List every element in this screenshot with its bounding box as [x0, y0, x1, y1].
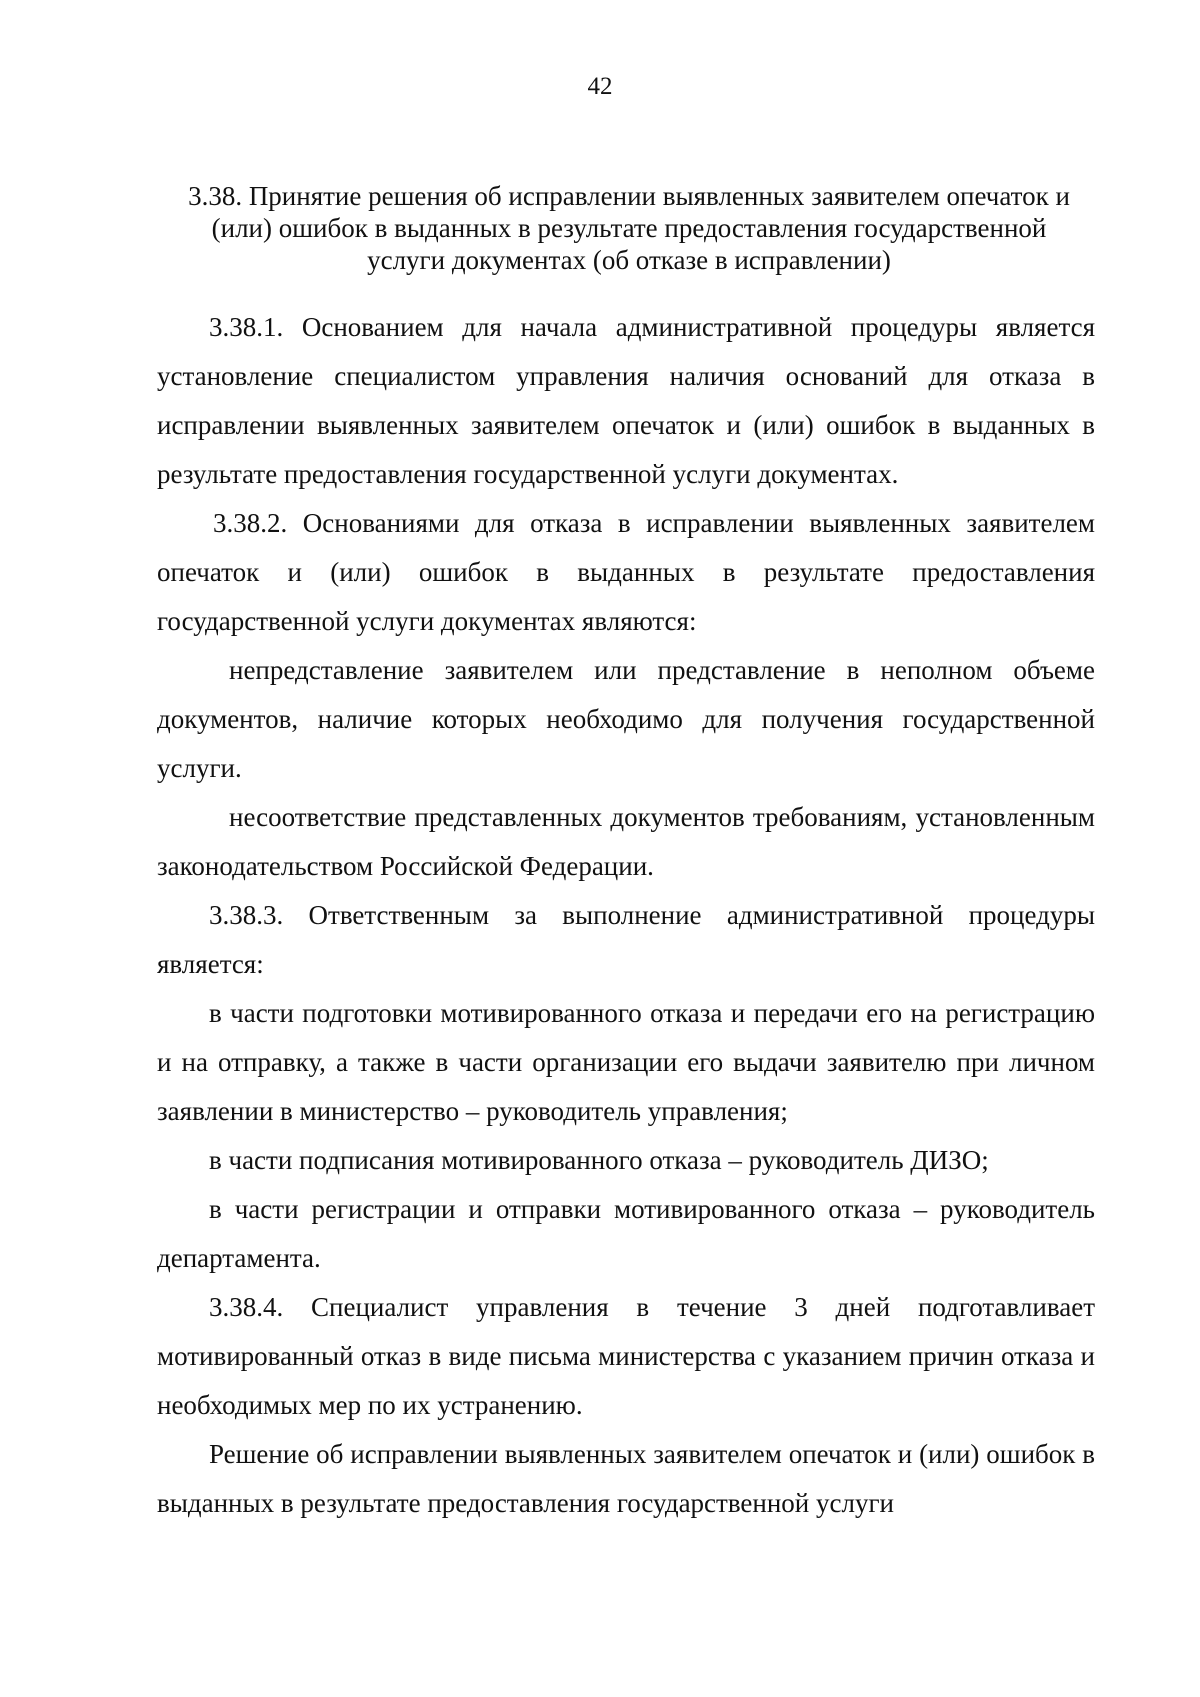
paragraph-3-38-2: 3.38.2. Основаниями для отказа в исправлении выявленных заявителем опечаток и (или) ошибок в выданных в результате предоставления государственной услуги документах являются:	[157, 508, 1095, 636]
section-title-line: 3.38. Принятие решения об исправлении выявленных заявителем опечаток и	[188, 181, 1070, 211]
paragraph-decision: Решение об исправлении выявленных заявителем опечаток и (или) ошибок в выданных в результате предоставления государственной услуги	[157, 1439, 1095, 1518]
paragraph-refusal-reason-1: непредставление заявителем или представление в неполном объеме документов, наличие которых необходимо для получения государственной услуги.	[157, 655, 1095, 783]
page-number: 42	[587, 73, 613, 100]
document-body	[157, 303, 1095, 1528]
paragraph-3-38-4: 3.38.4. Специалист управления в течение 3 дней подготавливает мотивированный отказ в виде письма министерства с указанием причин отказа и необходимых мер по их устранению.	[157, 1292, 1095, 1420]
section-title	[155, 180, 1103, 276]
paragraph-responsible-1: в части подготовки мотивированного отказа и передачи его на регистрацию и на отправку, а также в части организации его выдачи заявителю при личном заявлении в министерство – руководитель управления;	[157, 998, 1095, 1126]
paragraph-responsible-2: в части подписания мотивированного отказа – руководитель ДИЗО;	[209, 1145, 989, 1175]
paragraph-refusal-reason-2: несоответствие представленных документов требованиям, установленным законодательством Российской Федерации.	[157, 802, 1095, 881]
section-title-line: услуги документах (об отказе в исправлении)	[367, 245, 891, 275]
paragraph-3-38-1: 3.38.1. Основанием для начала административной процедуры является установление специалистом управления наличия оснований для отказа в исправлении выявленных заявителем опечаток и (или) ошибок в выданных в результате предоставления государственной услуги документах.	[157, 312, 1095, 489]
paragraph-3-38-3: 3.38.3. Ответственным за выполнение административной процедуры является:	[157, 900, 1095, 979]
section-title-line: (или) ошибок в выданных в результате предоставления государственной	[211, 213, 1047, 243]
paragraph-responsible-3: в части регистрации и отправки мотивированного отказа – руководитель департамента.	[157, 1194, 1095, 1273]
